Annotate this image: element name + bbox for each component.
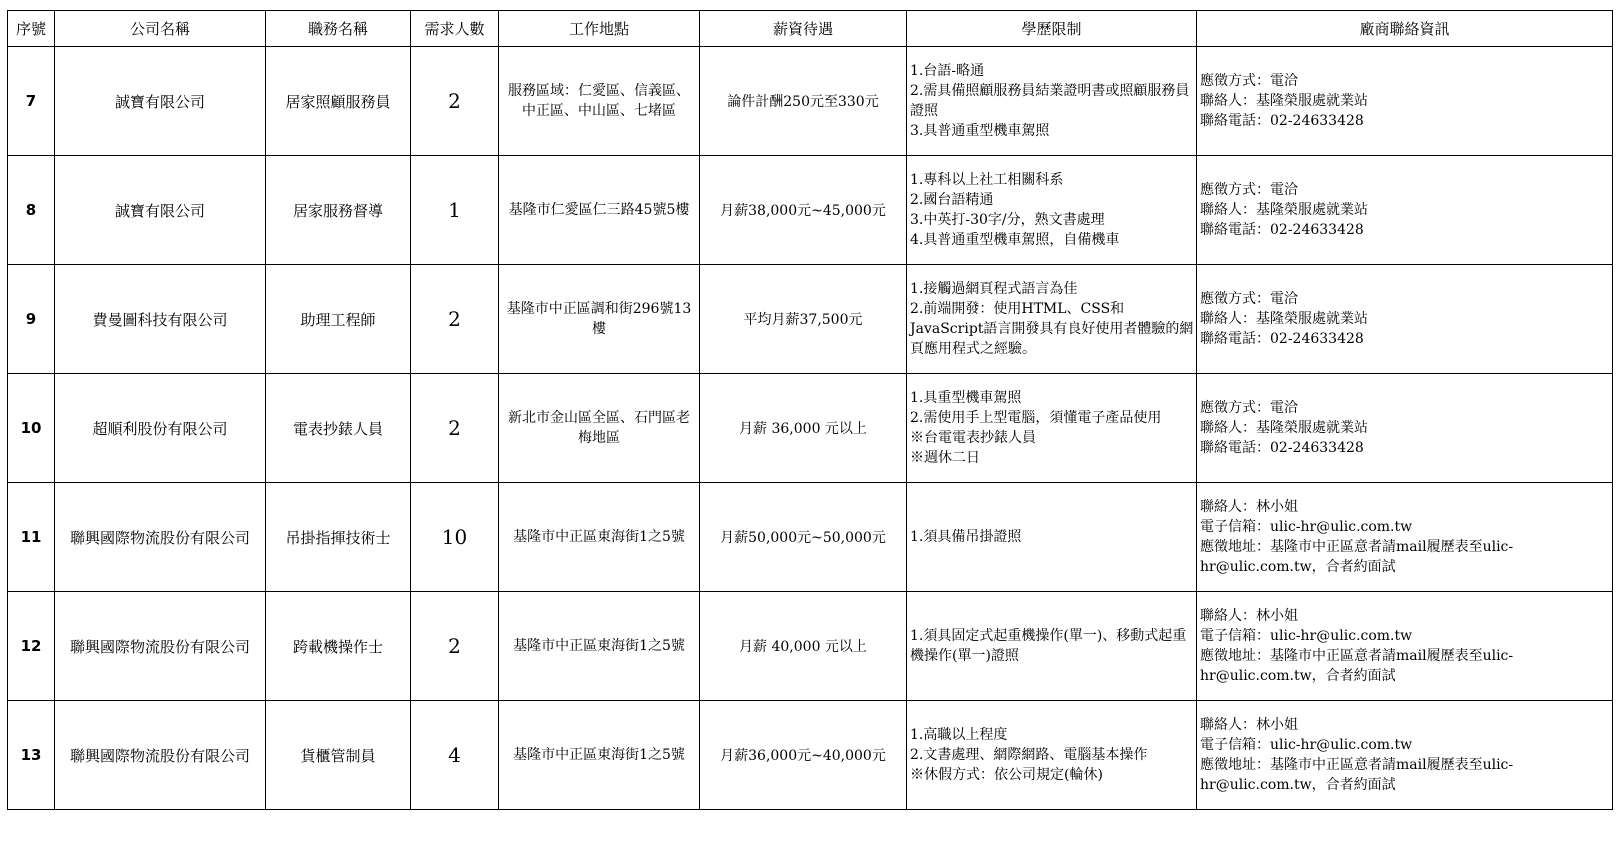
company-name: 聯興國際物流股份有限公司 — [55, 592, 266, 701]
headcount: 2 — [411, 265, 499, 374]
row-number: 12 — [8, 592, 55, 701]
salary: 平均月薪37,500元 — [700, 265, 907, 374]
contact-line: 應徵地址：基隆市中正區意者請mail履歷表至ulic-hr@ulic.com.tw，合者約面試 — [1200, 539, 1514, 575]
requirement-line: 1.具重型機車駕照 — [910, 390, 1022, 406]
salary: 月薪36,000元~40,000元 — [700, 701, 907, 810]
table-row — [8, 483, 1613, 592]
requirement-line: 2.國台語精通 — [910, 192, 994, 208]
requirement-line: 1.接觸過網頁程式語言為佳 — [910, 281, 1078, 297]
header-no: 序號 — [8, 11, 55, 47]
headcount: 10 — [411, 483, 499, 592]
work-location: 基隆市中正區東海街1之5號 — [499, 701, 700, 810]
job-title: 助理工程師 — [266, 265, 411, 374]
work-location: 服務區域：仁愛區、信義區、中正區、中山區、七堵區 — [499, 47, 700, 156]
requirements — [907, 47, 1197, 156]
contact-info — [1197, 483, 1613, 592]
salary: 論件計酬250元至330元 — [700, 47, 907, 156]
requirement-line: ※休假方式：依公司規定(輪休) — [910, 767, 1103, 783]
header-title: 職務名稱 — [266, 11, 411, 47]
work-location: 基隆市中正區東海街1之5號 — [499, 592, 700, 701]
table-body — [8, 47, 1613, 810]
contact-info — [1197, 47, 1613, 156]
requirement-line: 3.中英打-30字/分，熟文書處理 — [910, 212, 1105, 228]
requirement-line: 1.高職以上程度 — [910, 727, 1008, 743]
contact-line: 電子信箱：ulic-hr@ulic.com.tw — [1200, 628, 1413, 644]
table-row — [8, 47, 1613, 156]
table-row — [8, 265, 1613, 374]
contact-line: 聯絡人：林小姐 — [1200, 499, 1298, 515]
table-row — [8, 592, 1613, 701]
job-title: 居家服務督導 — [266, 156, 411, 265]
requirements — [907, 483, 1197, 592]
row-number: 13 — [8, 701, 55, 810]
requirements — [907, 156, 1197, 265]
contact-line: 電子信箱：ulic-hr@ulic.com.tw — [1200, 737, 1413, 753]
work-location: 基隆市中正區調和街296號13樓 — [499, 265, 700, 374]
row-number: 11 — [8, 483, 55, 592]
work-location: 基隆市中正區東海街1之5號 — [499, 483, 700, 592]
header-company: 公司名稱 — [55, 11, 266, 47]
row-number: 9 — [8, 265, 55, 374]
company-name: 超順利股份有限公司 — [55, 374, 266, 483]
requirement-line: 2.需使用手上型電腦，須懂電子產品使用 — [910, 410, 1162, 426]
job-listings-table — [7, 10, 1613, 810]
contact-info — [1197, 701, 1613, 810]
requirement-line: 1.專科以上社工相關科系 — [910, 172, 1064, 188]
salary: 月薪50,000元~50,000元 — [700, 483, 907, 592]
contact-info — [1197, 374, 1613, 483]
company-name: 誠寶有限公司 — [55, 47, 266, 156]
contact-line: 應徵方式：電洽 — [1200, 73, 1298, 89]
headcount: 4 — [411, 701, 499, 810]
requirement-line: 2.需具備照顧服務員結業證明書或照顧服務員證照 — [910, 83, 1190, 119]
header-location: 工作地點 — [499, 11, 700, 47]
contact-line: 聯絡人：林小姐 — [1200, 608, 1298, 624]
requirement-line: ※台電電表抄錶人員 — [910, 430, 1036, 446]
row-number: 7 — [8, 47, 55, 156]
contact-line: 應徵地址：基隆市中正區意者請mail履歷表至ulic-hr@ulic.com.tw，合者約面試 — [1200, 648, 1514, 684]
salary: 月薪 36,000 元以上 — [700, 374, 907, 483]
table-row — [8, 156, 1613, 265]
contact-info — [1197, 265, 1613, 374]
requirement-line: 4.具普通重型機車駕照，自備機車 — [910, 232, 1120, 248]
requirements — [907, 265, 1197, 374]
company-name: 聯興國際物流股份有限公司 — [55, 701, 266, 810]
company-name: 聯興國際物流股份有限公司 — [55, 483, 266, 592]
table-row — [8, 374, 1613, 483]
headcount: 2 — [411, 592, 499, 701]
requirement-line: 2.前端開發：使用HTML、CSS和JavaScript語言開發具有良好使用者體驗的網頁應用程式之經驗。 — [910, 301, 1194, 357]
requirement-line: ※週休二日 — [910, 450, 980, 466]
headcount: 1 — [411, 156, 499, 265]
company-name: 誠寶有限公司 — [55, 156, 266, 265]
requirements — [907, 374, 1197, 483]
headcount: 2 — [411, 47, 499, 156]
job-title: 貨櫃管制員 — [266, 701, 411, 810]
contact-line: 聯絡電話：02-24633428 — [1200, 113, 1364, 129]
header-salary: 薪資待遇 — [700, 11, 907, 47]
header-contact: 廠商聯絡資訊 — [1197, 11, 1613, 47]
contact-line: 應徵地址：基隆市中正區意者請mail履歷表至ulic-hr@ulic.com.tw，合者約面試 — [1200, 757, 1514, 793]
contact-line: 電子信箱：ulic-hr@ulic.com.tw — [1200, 519, 1413, 535]
requirements — [907, 701, 1197, 810]
contact-line: 應徵方式：電洽 — [1200, 291, 1298, 307]
contact-line: 聯絡人：基隆榮服處就業站 — [1200, 93, 1368, 109]
row-number: 10 — [8, 374, 55, 483]
row-number: 8 — [8, 156, 55, 265]
contact-info — [1197, 156, 1613, 265]
requirement-line: 1.須具備吊掛證照 — [910, 529, 1022, 545]
contact-line: 應徵方式：電洽 — [1200, 400, 1298, 416]
requirement-line: 3.具普通重型機車駕照 — [910, 123, 1050, 139]
work-location: 新北市金山區全區、石門區老梅地區 — [499, 374, 700, 483]
contact-line: 聯絡人：林小姐 — [1200, 717, 1298, 733]
salary: 月薪38,000元~45,000元 — [700, 156, 907, 265]
job-title: 電表抄錶人員 — [266, 374, 411, 483]
headcount: 2 — [411, 374, 499, 483]
salary: 月薪 40,000 元以上 — [700, 592, 907, 701]
job-title: 吊掛指揮技術士 — [266, 483, 411, 592]
job-title: 居家照顧服務員 — [266, 47, 411, 156]
job-title: 跨載機操作士 — [266, 592, 411, 701]
table-row — [8, 701, 1613, 810]
contact-line: 聯絡人：基隆榮服處就業站 — [1200, 311, 1368, 327]
contact-line: 聯絡電話：02-24633428 — [1200, 331, 1364, 347]
requirement-line: 1.台語-略通 — [910, 63, 985, 79]
header-count: 需求人數 — [411, 11, 499, 47]
requirements — [907, 592, 1197, 701]
company-name: 費曼圖科技有限公司 — [55, 265, 266, 374]
contact-line: 聯絡人：基隆榮服處就業站 — [1200, 420, 1368, 436]
contact-line: 聯絡人：基隆榮服處就業站 — [1200, 202, 1368, 218]
contact-line: 聯絡電話：02-24633428 — [1200, 440, 1364, 456]
requirement-line: 1.須具固定式起重機操作(單一)、移動式起重機操作(單一)證照 — [910, 628, 1187, 664]
requirement-line: 2.文書處理、網際網路、電腦基本操作 — [910, 747, 1148, 763]
contact-line: 聯絡電話：02-24633428 — [1200, 222, 1364, 238]
work-location: 基隆市仁愛區仁三路45號5樓 — [499, 156, 700, 265]
header-requirements: 學歷限制 — [907, 11, 1197, 47]
table-header — [8, 11, 1613, 47]
header-row — [8, 11, 1613, 47]
contact-line: 應徵方式：電洽 — [1200, 182, 1298, 198]
contact-info — [1197, 592, 1613, 701]
